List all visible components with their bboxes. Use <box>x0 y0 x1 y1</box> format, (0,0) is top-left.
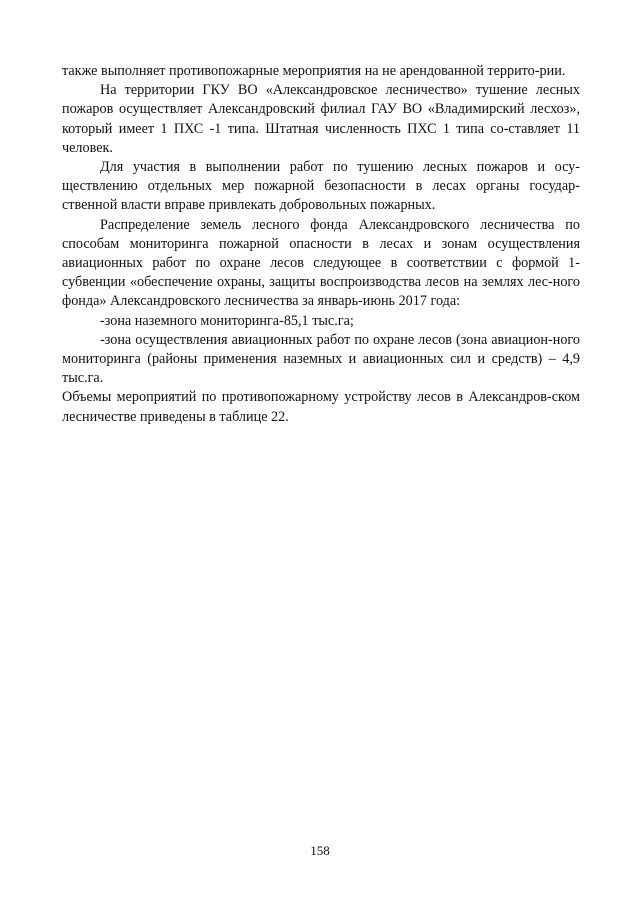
body-text <box>62 62 580 427</box>
list-item-ground-monitoring: -зона наземного мониторинга-85,1 тыс.га; <box>100 312 354 329</box>
paragraph-arenda-continuation: также выполняет противопожарные мероприятия на не арендованной террито-рии. <box>62 63 566 79</box>
list-item-aviation-monitoring: -зона осуществления авиационных работ по охране лесов (зона авиацион-ного мониторинга (районы применения наземных и авиационных сил и средств) – 4,9 тыс.га. <box>62 331 580 387</box>
page-number: 158 <box>310 843 330 858</box>
paragraph-volunteer-firefighters: Для участия в выполнении работ по тушению лесных пожаров и осу-ществлению отдельных мер пожарной безопасности в лесах органы государ-ственной власти вправе привлекать добровольных пожарных. <box>62 159 580 214</box>
paragraph-land-distribution: Распределение земель лесного фонда Александровского лесничества по способам мониторинга пожарной опасности в лесах и зонам осуществления авиационных работ по охране лесов следующее в соответствии с формой 1-субвенции «обеспечение охраны, защиты воспроизводства лесов на землях лес-ного фонда» Александровского лесничества за январь-июнь 2017 года: <box>62 216 580 310</box>
paragraph-table-reference: Объемы мероприятий по противопожарному устройству лесов в Александров-ском лесничестве приведены в таблице 22. <box>62 389 580 425</box>
paragraph-fire-suppression: На территории ГКУ ВО «Александровское лесничество» тушение лесных пожаров осуществляет Александровский филиал ГАУ ВО «Владимирский лесхоз», который имеет 1 ПХС -1 типа. Штатная численность ПХС 1 типа со-ставляет 11 человек. <box>62 82 580 156</box>
